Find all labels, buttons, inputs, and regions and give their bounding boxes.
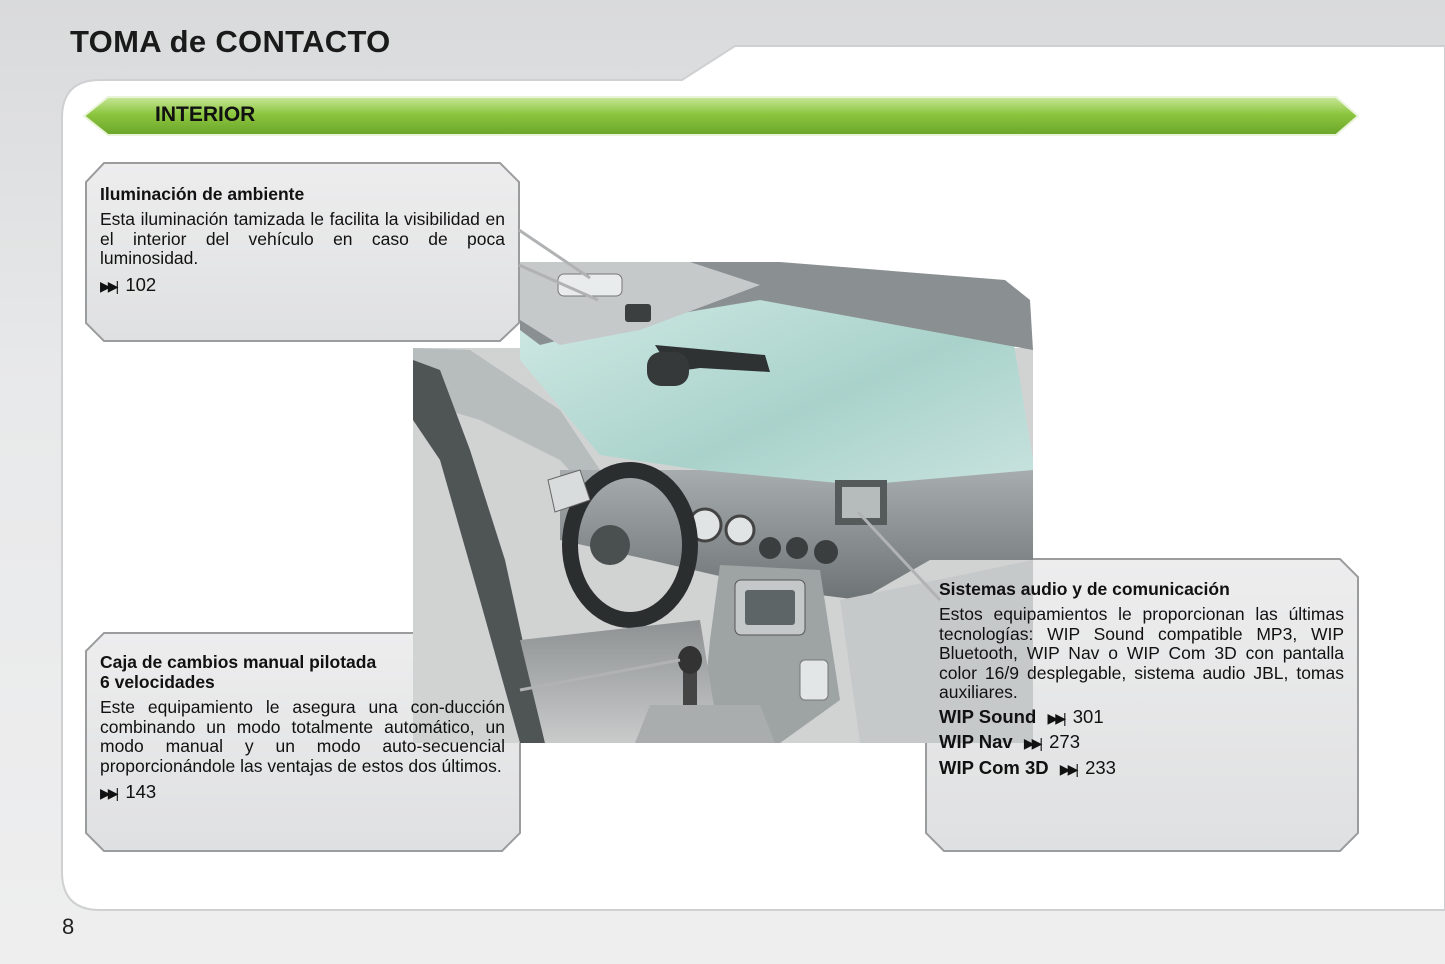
page-reference-wip-com-3d[interactable]	[939, 758, 1344, 780]
callout-title: Sistemas audio y de comunicación	[939, 579, 1230, 599]
reference-page-number: 102	[125, 273, 157, 295]
page-reference-wip-nav[interactable]	[939, 732, 1344, 754]
section-label: INTERIOR	[155, 103, 256, 126]
page-number: 8	[62, 914, 75, 939]
reference-label: WIP Nav	[939, 731, 1013, 752]
reference-page-number: 273	[1049, 731, 1081, 752]
page-title: TOMA de CONTACTO	[70, 24, 391, 59]
callout-audio-systems	[939, 579, 1344, 779]
callout-body: Estos equipamientos le proporcionan las últimas tecnologías: WIP Sound compatible MP3, WIP Bluetooth, WIP Nav o WIP Com 3D con pantalla color 16/9 desplegable, sistema audio JBL, tomas auxiliares.	[939, 604, 1344, 702]
reference-label: WIP Com 3D	[939, 756, 1049, 778]
callout-title-line2: 6 velocidades	[100, 672, 215, 692]
page-reference-icon: ▶▶|	[1023, 735, 1040, 751]
page-reference-icon: ▶▶|	[1059, 760, 1076, 777]
callout-ambient-lighting	[100, 184, 505, 296]
callout-body: Esta iluminación tamizada le facilita la visibilidad en el interior del vehículo en caso de poca luminosidad.	[100, 209, 505, 268]
callout-title: Iluminación de ambiente	[100, 184, 305, 204]
callout-body: Este equipamiento le asegura una con-ducción combinando un modo totalmente automático, un modo manual y un modo auto-secuencial proporcionándole las ventajas de estos dos últimos.	[100, 697, 505, 776]
page-reference-icon: ▶▶|	[100, 277, 117, 294]
page-reference-wip-sound[interactable]	[939, 707, 1344, 729]
page-reference[interactable]	[100, 782, 505, 804]
page-reference-icon: ▶▶|	[1047, 709, 1064, 726]
page-reference[interactable]	[100, 275, 505, 297]
reference-page-number: 301	[1072, 705, 1104, 727]
callout-title-line1: Caja de cambios manual pilotada	[100, 652, 377, 672]
page-reference-icon: ▶▶|	[100, 785, 117, 801]
callout-gearbox	[100, 652, 505, 804]
reference-label: WIP Sound	[939, 705, 1037, 727]
reference-page-number: 233	[1085, 756, 1116, 778]
reference-page-number: 143	[125, 781, 157, 802]
